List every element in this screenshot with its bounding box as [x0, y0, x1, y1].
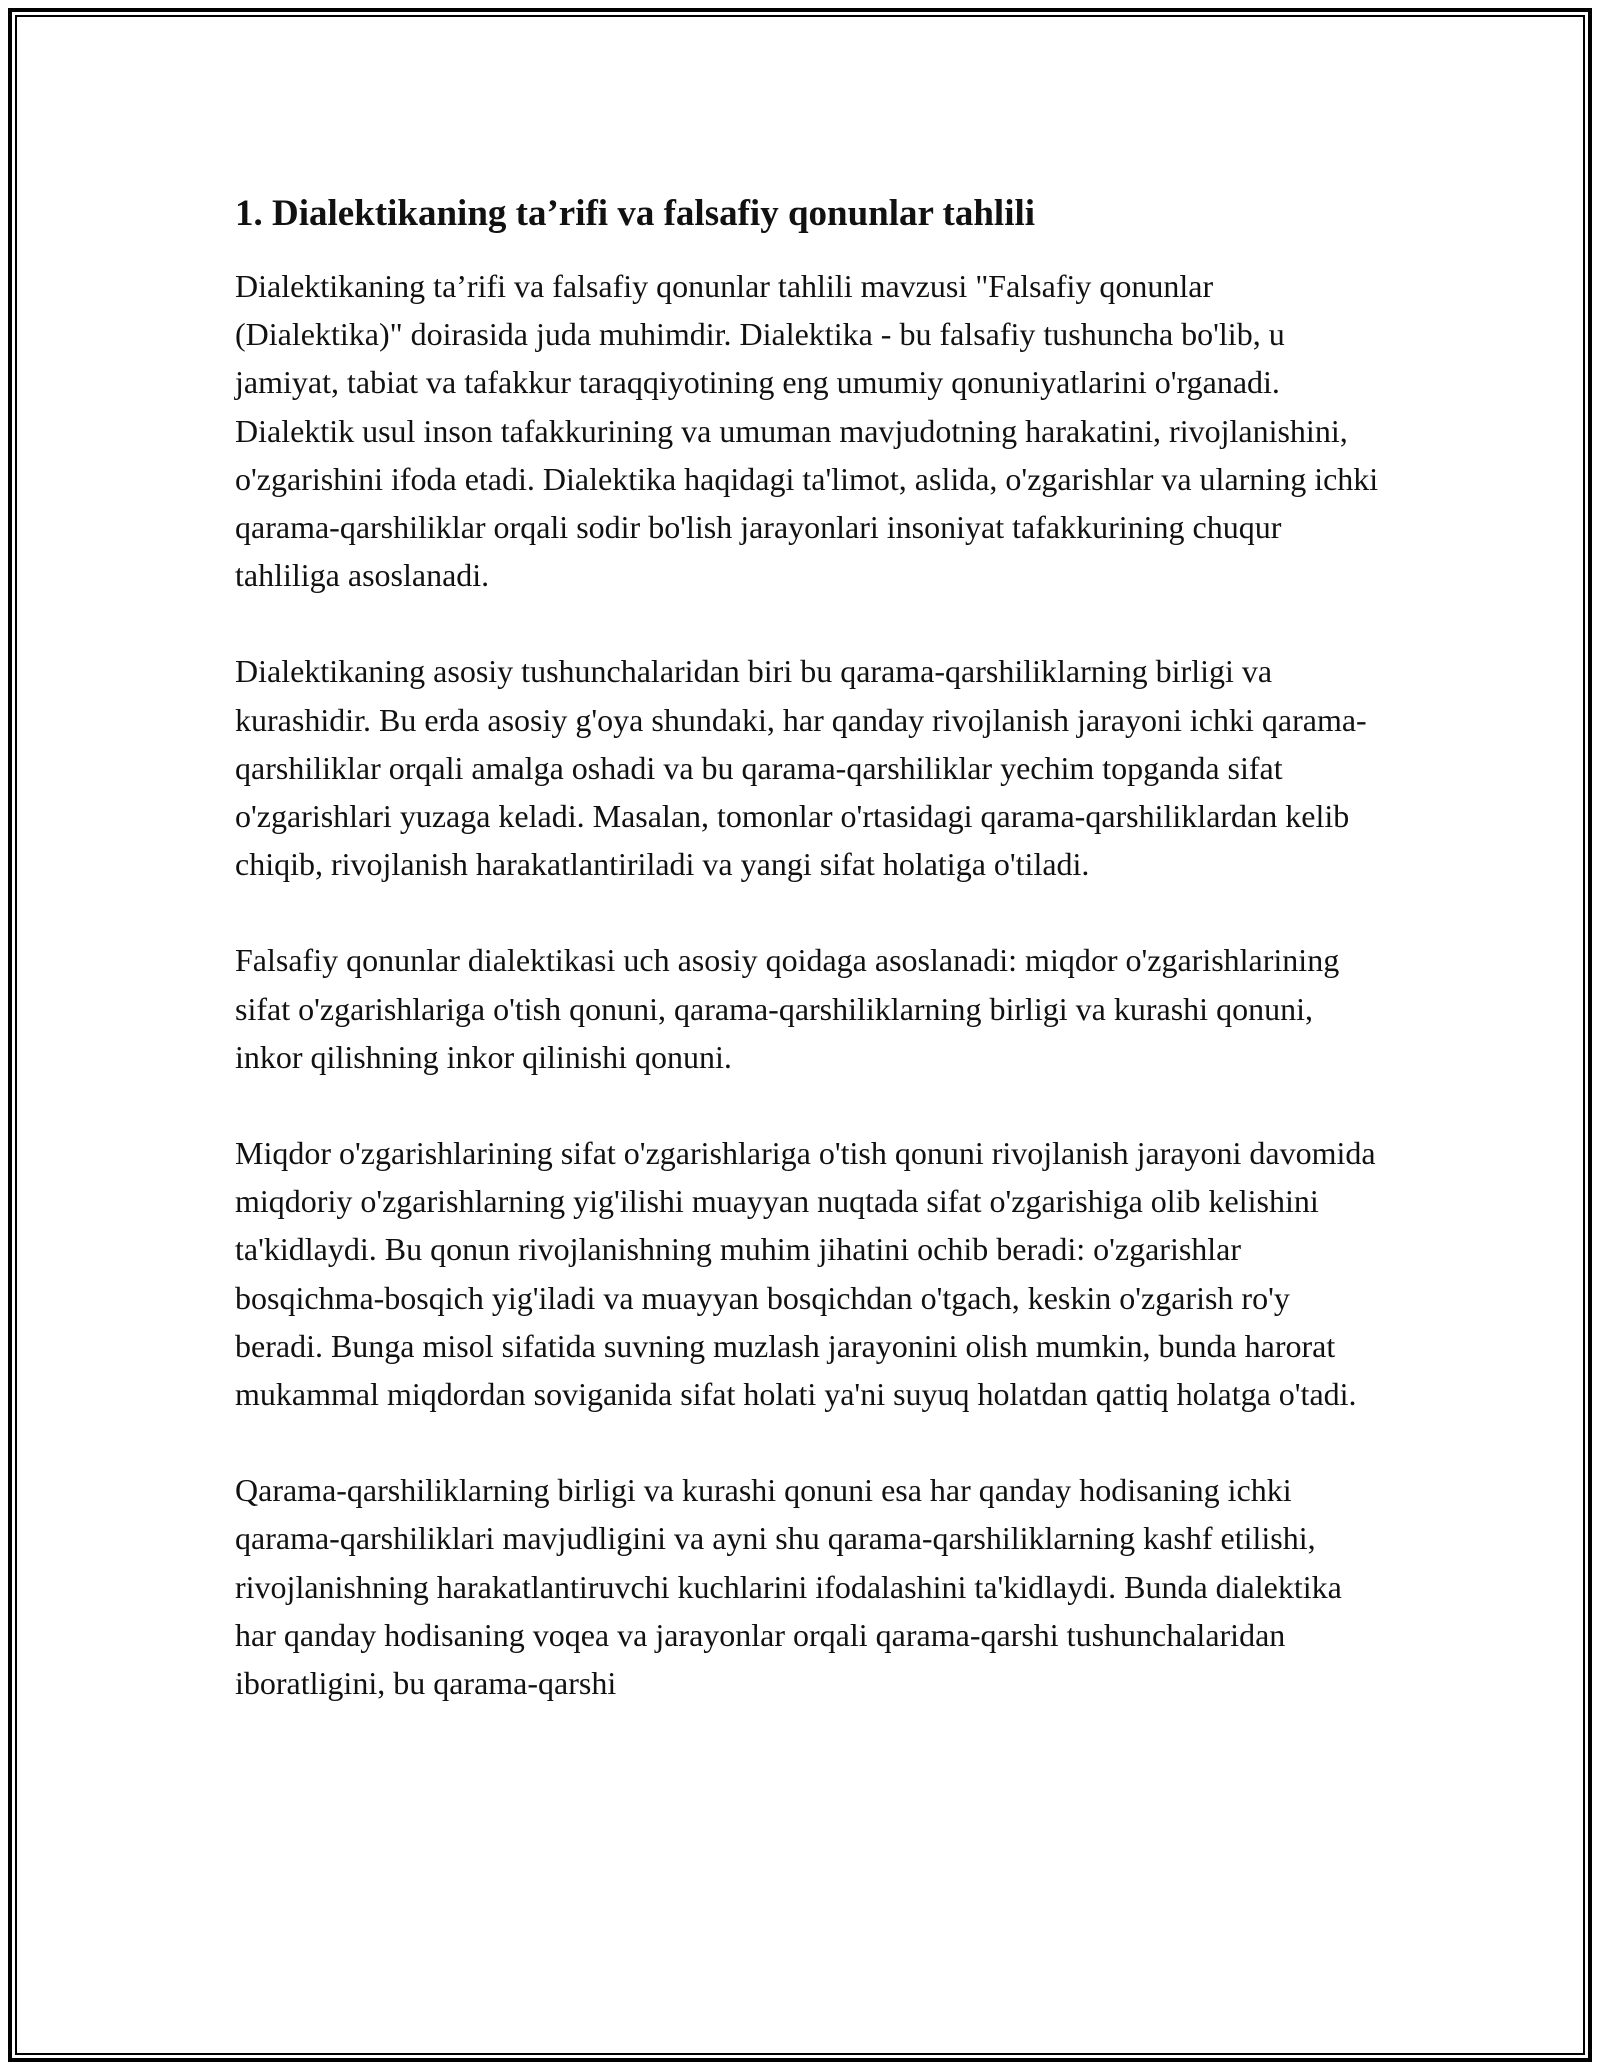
section-heading: 1. Dialektikaning ta’rifi va falsafiy qonunlar tahlili	[235, 193, 1036, 234]
paragraph-contradictions: Dialektikaning asosiy tushunchalaridan biri bu qarama-qarshiliklarning birligi va kurashidir. Bu erda asosiy g'oya shundaki, har qanday rivojlanish jarayoni ichki qarama-qarshiliklar orqali amalga oshadi va bu qarama-qarshiliklar yechim topganda sifat o'zgarishlari yuzaga keladi. Masalan, tomonlar o'rtasidagi qarama-qarshiliklardan kelib chiqib, rivojlanish harakatlantiriladi va yangi sifat holatiga o'tiladi.	[235, 653, 1367, 883]
paragraph-three-laws: Falsafiy qonunlar dialektikasi uch asosiy qoidaga asoslanadi: miqdor o'zgarishlarining sifat o'zgarishlariga o'tish qonuni, qarama-qarshiliklarning birligi va kurashi qonuni, inkor qilishning inkor qilinishi qonuni.	[235, 942, 1340, 1075]
paragraph-unity-struggle: Qarama-qarshiliklarning birligi va kurashi qonuni esa har qanday hodisaning ichki qarama-qarshiliklari mavjudligini va ayni shu qarama-qarshiliklarning kashf etilishi, rivojlanishning harakatlantiruvchi kuchlarini ifodalashini ta'kidlaydi. Bunda dialektika har qanday hodisaning voqea va jarayonlar orqali qarama-qarshi tushunchalaridan iboratligini, bu qarama-qarshi	[235, 1472, 1342, 1702]
paragraph-definition: Dialektikaning ta’rifi va falsafiy qonunlar tahlili mavzusi "Falsafiy qonunlar (Dialektika)" doirasida juda muhimdir. Dialektika - bu falsafiy tushuncha bo'lib, u jamiyat, tabiat va tafakkur taraqqiyotining eng umumiy qonuniyatlarini o'rganadi. Dialektik usul inson tafakkurining va umuman mavjudotning harakatini, rivojlanishini, o'zgarishini ifoda etadi. Dialektika haqidagi ta'limot, aslida, o'zgarishlar va ularning ichki qarama-qarshiliklar orqali sodir bo'lish jarayonlari insoniyat tafakkurining chuqur tahliliga asoslanadi.	[235, 268, 1379, 594]
paragraph-quantity-quality: Miqdor o'zgarishlarining sifat o'zgarishlariga o'tish qonuni rivojlanish jarayoni davomida miqdoriy o'zgarishlarning yig'ilishi muayyan nuqtada sifat o'zgarishiga olib kelishini ta'kidlaydi. Bu qonun rivojlanishning muhim jihatini ochib beradi: o'zgarishlar bosqichma-bosqich yig'iladi va muayyan bosqichdan o'tgach, keskin o'zgarish ro'y beradi. Bunga misol sifatida suvning muzlash jarayonini olish mumkin, bunda harorat mukammal miqdordan soviganida sifat holati ya'ni suyuq holatdan qattiq holatga o'tadi.	[235, 1135, 1376, 1413]
document-body	[235, 188, 1385, 1755]
